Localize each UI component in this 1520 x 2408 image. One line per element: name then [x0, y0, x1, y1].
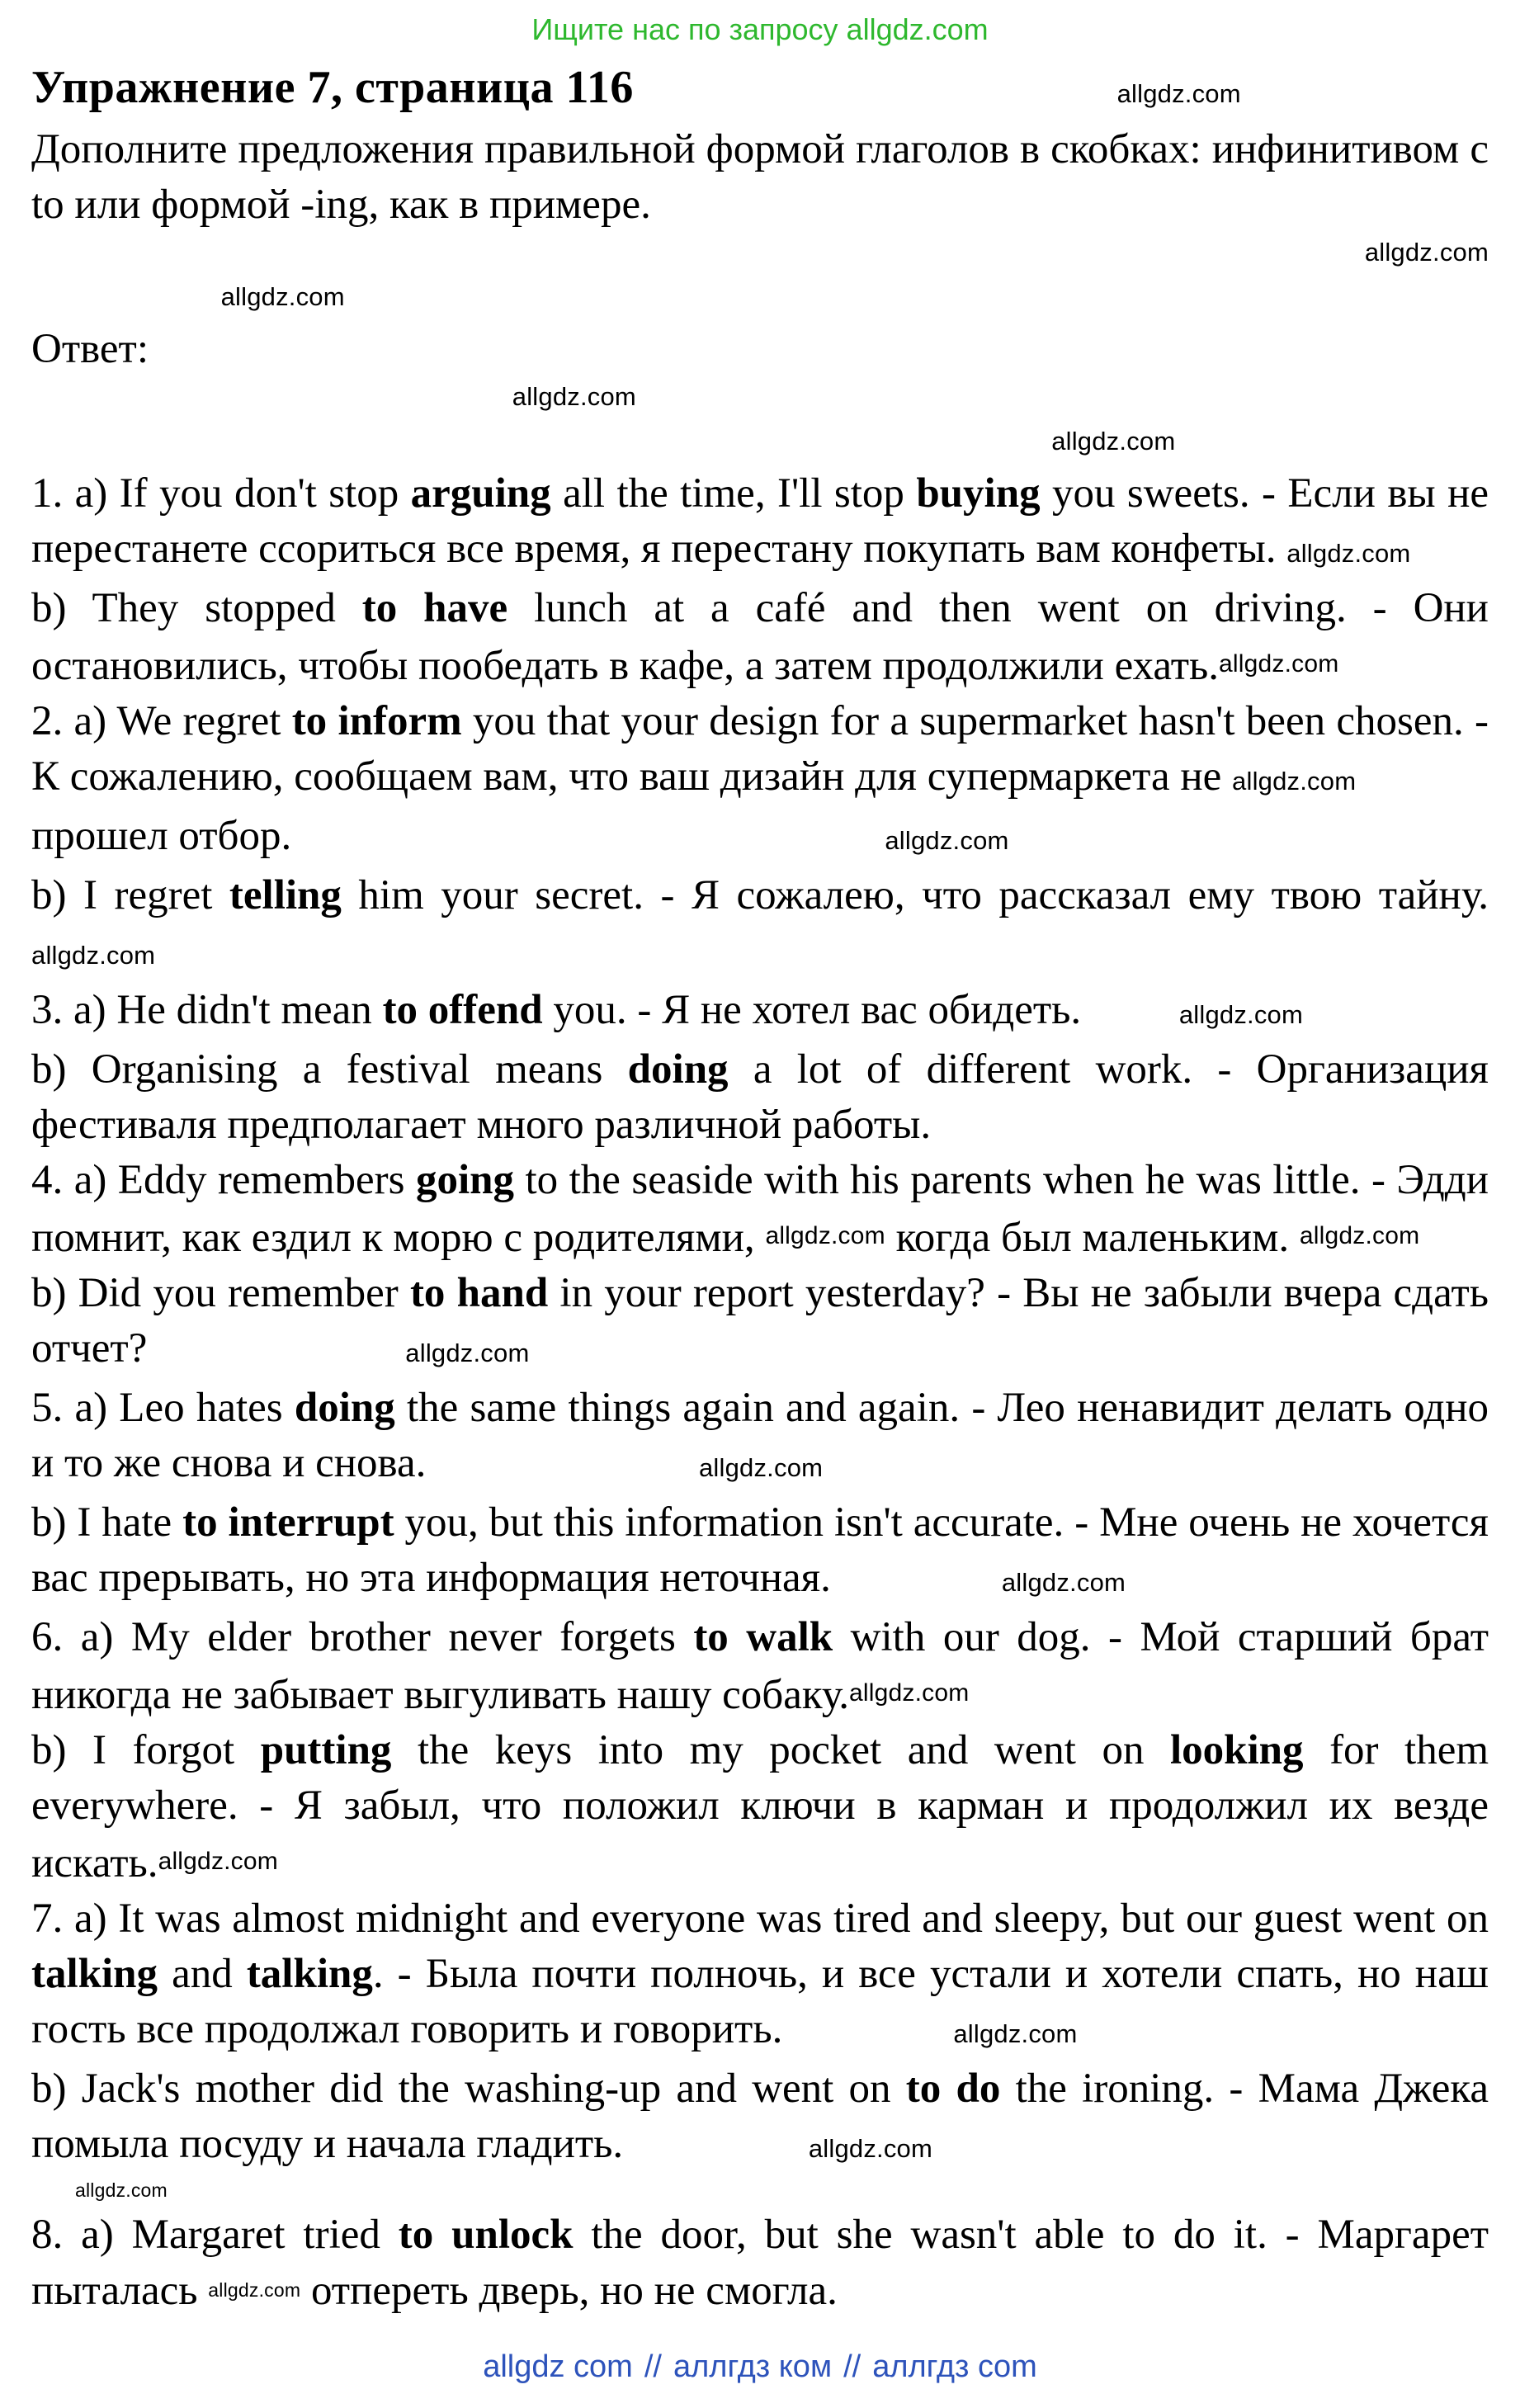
watermark-line [31, 377, 1489, 422]
footer [31, 2347, 1489, 2387]
answer-verb: to do [905, 2066, 1001, 2112]
text-run: . - Была почти полночь, и все устали и хотели спать, но наш гость все продолжал говорить и говорить. [31, 1951, 1489, 2052]
sentence-8a [31, 2207, 1489, 2319]
promo-banner: Ищите нас по запросу allgdz.com [531, 12, 989, 46]
watermark: allgdz.com [765, 1222, 885, 1249]
answer-verb: going [415, 1157, 514, 1203]
answer-verb: telling [229, 872, 342, 918]
watermark: allgdz.com [405, 1339, 530, 1367]
answer-verb: looking [1169, 1727, 1304, 1773]
sentence-7a [31, 1891, 1489, 2061]
text-run: to the seaside with his parents when he was little. - Эдди помнит, как ездил к морю с родителями, [31, 1157, 1489, 1261]
answer-verb: putting [260, 1727, 392, 1773]
sentence-2b [31, 868, 1489, 983]
sentence-4a [31, 1153, 1489, 1266]
sentence-4b [31, 1266, 1489, 1381]
text-run: him your secret. - Я сожалею, что рассказал ему твою тайну. [341, 872, 1489, 918]
answer-verb: to hand [409, 1270, 549, 1316]
text-run: for them everywhere. - Я забыл, что положил ключи в карман и продолжил их везде искать. [31, 1727, 1489, 1886]
watermark: allgdz.com [512, 382, 636, 411]
answer-verb: to inform [291, 698, 462, 744]
task-paragraph [31, 122, 1489, 233]
answer-verb: talking [31, 1951, 158, 1997]
text-run: b) Did you remember [31, 1270, 410, 1316]
text-run: b) They stopped [31, 585, 362, 631]
footer-link-allgdz-com-2[interactable]: аллгдз com [872, 2349, 1037, 2384]
text-run: 8. a) Margaret tried [31, 2212, 399, 2258]
text-run: b) Organising a festival means [31, 1046, 628, 1093]
sentence-1a [31, 466, 1489, 581]
text-run: 4. a) Eddy remembers [31, 1157, 416, 1203]
sentence-3a [31, 983, 1489, 1042]
text-run: 6. a) My elder brother never forgets [31, 1614, 694, 1660]
text-run: you, but this information isn't accurate. - Мне очень не хочется вас прерывать, но эта информация неточная. [31, 1499, 1489, 1601]
text-run: 7. a) It was almost midnight and everyone was tired and sleepy, but our guest went on [31, 1896, 1489, 1942]
sentence-5a [31, 1381, 1489, 1495]
page-title: Упражнение 7, страница 116 [31, 62, 634, 113]
text-run: 1. a) If you don't stop [31, 470, 411, 517]
footer-separator: // [644, 2349, 662, 2384]
text-run: you. - Я не хотел вас обидеть. [542, 987, 1092, 1033]
watermark: allgdz.com [1051, 427, 1176, 456]
text-run: 3. a) He didn't mean [31, 987, 383, 1033]
text-run: прошел отбор. [31, 813, 302, 859]
watermark: allgdz.com [1286, 539, 1411, 568]
answer-verb: to offend [382, 987, 543, 1033]
watermark-line [31, 277, 1489, 322]
watermark-line [31, 2176, 1489, 2207]
sentence-6b [31, 1723, 1489, 1891]
watermark: allgdz.com [74, 2179, 168, 2201]
text-run: b) I forgot [31, 1727, 261, 1773]
text-run: in your report yesterday? - Вы не забыли вчера сдать отчет? [31, 1270, 1489, 1372]
footer-separator: // [843, 2349, 861, 2384]
sentence-5b [31, 1495, 1489, 1610]
watermark: allgdz.com [220, 282, 345, 311]
answer-verb: doing [294, 1385, 395, 1431]
sentence-3b [31, 1042, 1489, 1153]
text-run: you that your design for a supermarket hasn't been chosen. - К сожалению, сообщаем вам, что ваш дизайн для супермаркета не [31, 698, 1489, 800]
watermark: allgdz.com [1219, 650, 1339, 678]
watermark-line [31, 233, 1489, 277]
text-run: 5. a) Leo hates [31, 1385, 295, 1431]
text-run: b) I hate [31, 1499, 183, 1546]
watermark: allgdz.com [158, 1848, 278, 1875]
answer-verb: doing [627, 1046, 729, 1093]
watermark: allgdz.com [808, 2134, 933, 2163]
answer-verb: arguing [410, 470, 551, 517]
watermark: allgdz.com [1116, 79, 1241, 108]
watermark: allgdz.com [1299, 1222, 1420, 1249]
text-run: and [158, 1951, 247, 1997]
document-body [31, 122, 1489, 2319]
text-run: b) Jack's mother did the washing-up and went on [31, 2066, 906, 2112]
answer-verb: to unlock [398, 2212, 574, 2258]
answer-verb: to interrupt [182, 1499, 394, 1546]
watermark: allgdz.com [849, 1679, 970, 1707]
footer-link-allgdz-kom[interactable]: аллгдз ком [673, 2349, 833, 2384]
answer-verb: talking [246, 1951, 373, 1997]
answer-verb: buying [916, 470, 1041, 517]
text-run: Дополните предложения правильной формой глаголов в скобках: инфинитивом с to или формой -ing, как в примере. [31, 126, 1489, 228]
text-run: когда был маленьким. [885, 1215, 1300, 1261]
watermark: allgdz.com [698, 1453, 824, 1482]
sentence-1b [31, 581, 1489, 694]
watermark: allgdz.com [31, 941, 156, 970]
text-run: the ironing. - Мама Джека помыла посуду и начала гладить. [31, 2066, 1489, 2167]
sentence-2a [31, 694, 1489, 868]
text-run: отпереть дверь, но не смогла. [300, 2268, 838, 2314]
text-run: the keys into my pocket and went on [391, 1727, 1170, 1773]
watermark: allgdz.com [1364, 238, 1489, 267]
watermark-line [31, 422, 1489, 466]
text-run: a lot of different work. - Организация фестиваля предполагает много различной работы. [31, 1046, 1489, 1148]
text-run: with our dog. - Мой старший брат никогда не забывает выгуливать нашу собаку. [31, 1614, 1489, 1718]
answer-verb: to have [361, 585, 508, 631]
text-run: all the time, I'll stop [550, 470, 917, 517]
watermark: allgdz.com [1001, 1568, 1126, 1597]
title-row [31, 61, 1489, 114]
watermark: allgdz.com [208, 2279, 301, 2301]
watermark: allgdz.com [1178, 1000, 1304, 1029]
text-run: the same things again and again. - Лео ненавидит делать одно и то же снова и снова. [31, 1385, 1489, 1486]
watermark: allgdz.com [1232, 767, 1357, 796]
text-run: Ответ: [31, 326, 149, 372]
text-run: the door, but she wasn't able to do it. - Маргарет пыталась [31, 2212, 1489, 2314]
text-run: b) I regret [31, 872, 229, 918]
answer-verb: to walk [693, 1614, 833, 1660]
watermark: allgdz.com [885, 826, 1009, 855]
answer-label [31, 322, 1489, 377]
text-run: lunch at a café and then went on driving. - Они остановились, чтобы пообедать в кафе, а затем продолжили ехать. [31, 585, 1489, 689]
footer-link-allgdz-com[interactable]: allgdz com [483, 2349, 633, 2384]
watermark: allgdz.com [953, 2019, 1078, 2048]
text-run: 2. a) We regret [31, 698, 292, 744]
sentence-6a [31, 1610, 1489, 1723]
text-run: you sweets. - Если вы не перестанете ссориться все время, я перестану покупать вам конфеты. [31, 470, 1489, 572]
sentence-7b [31, 2061, 1489, 2176]
